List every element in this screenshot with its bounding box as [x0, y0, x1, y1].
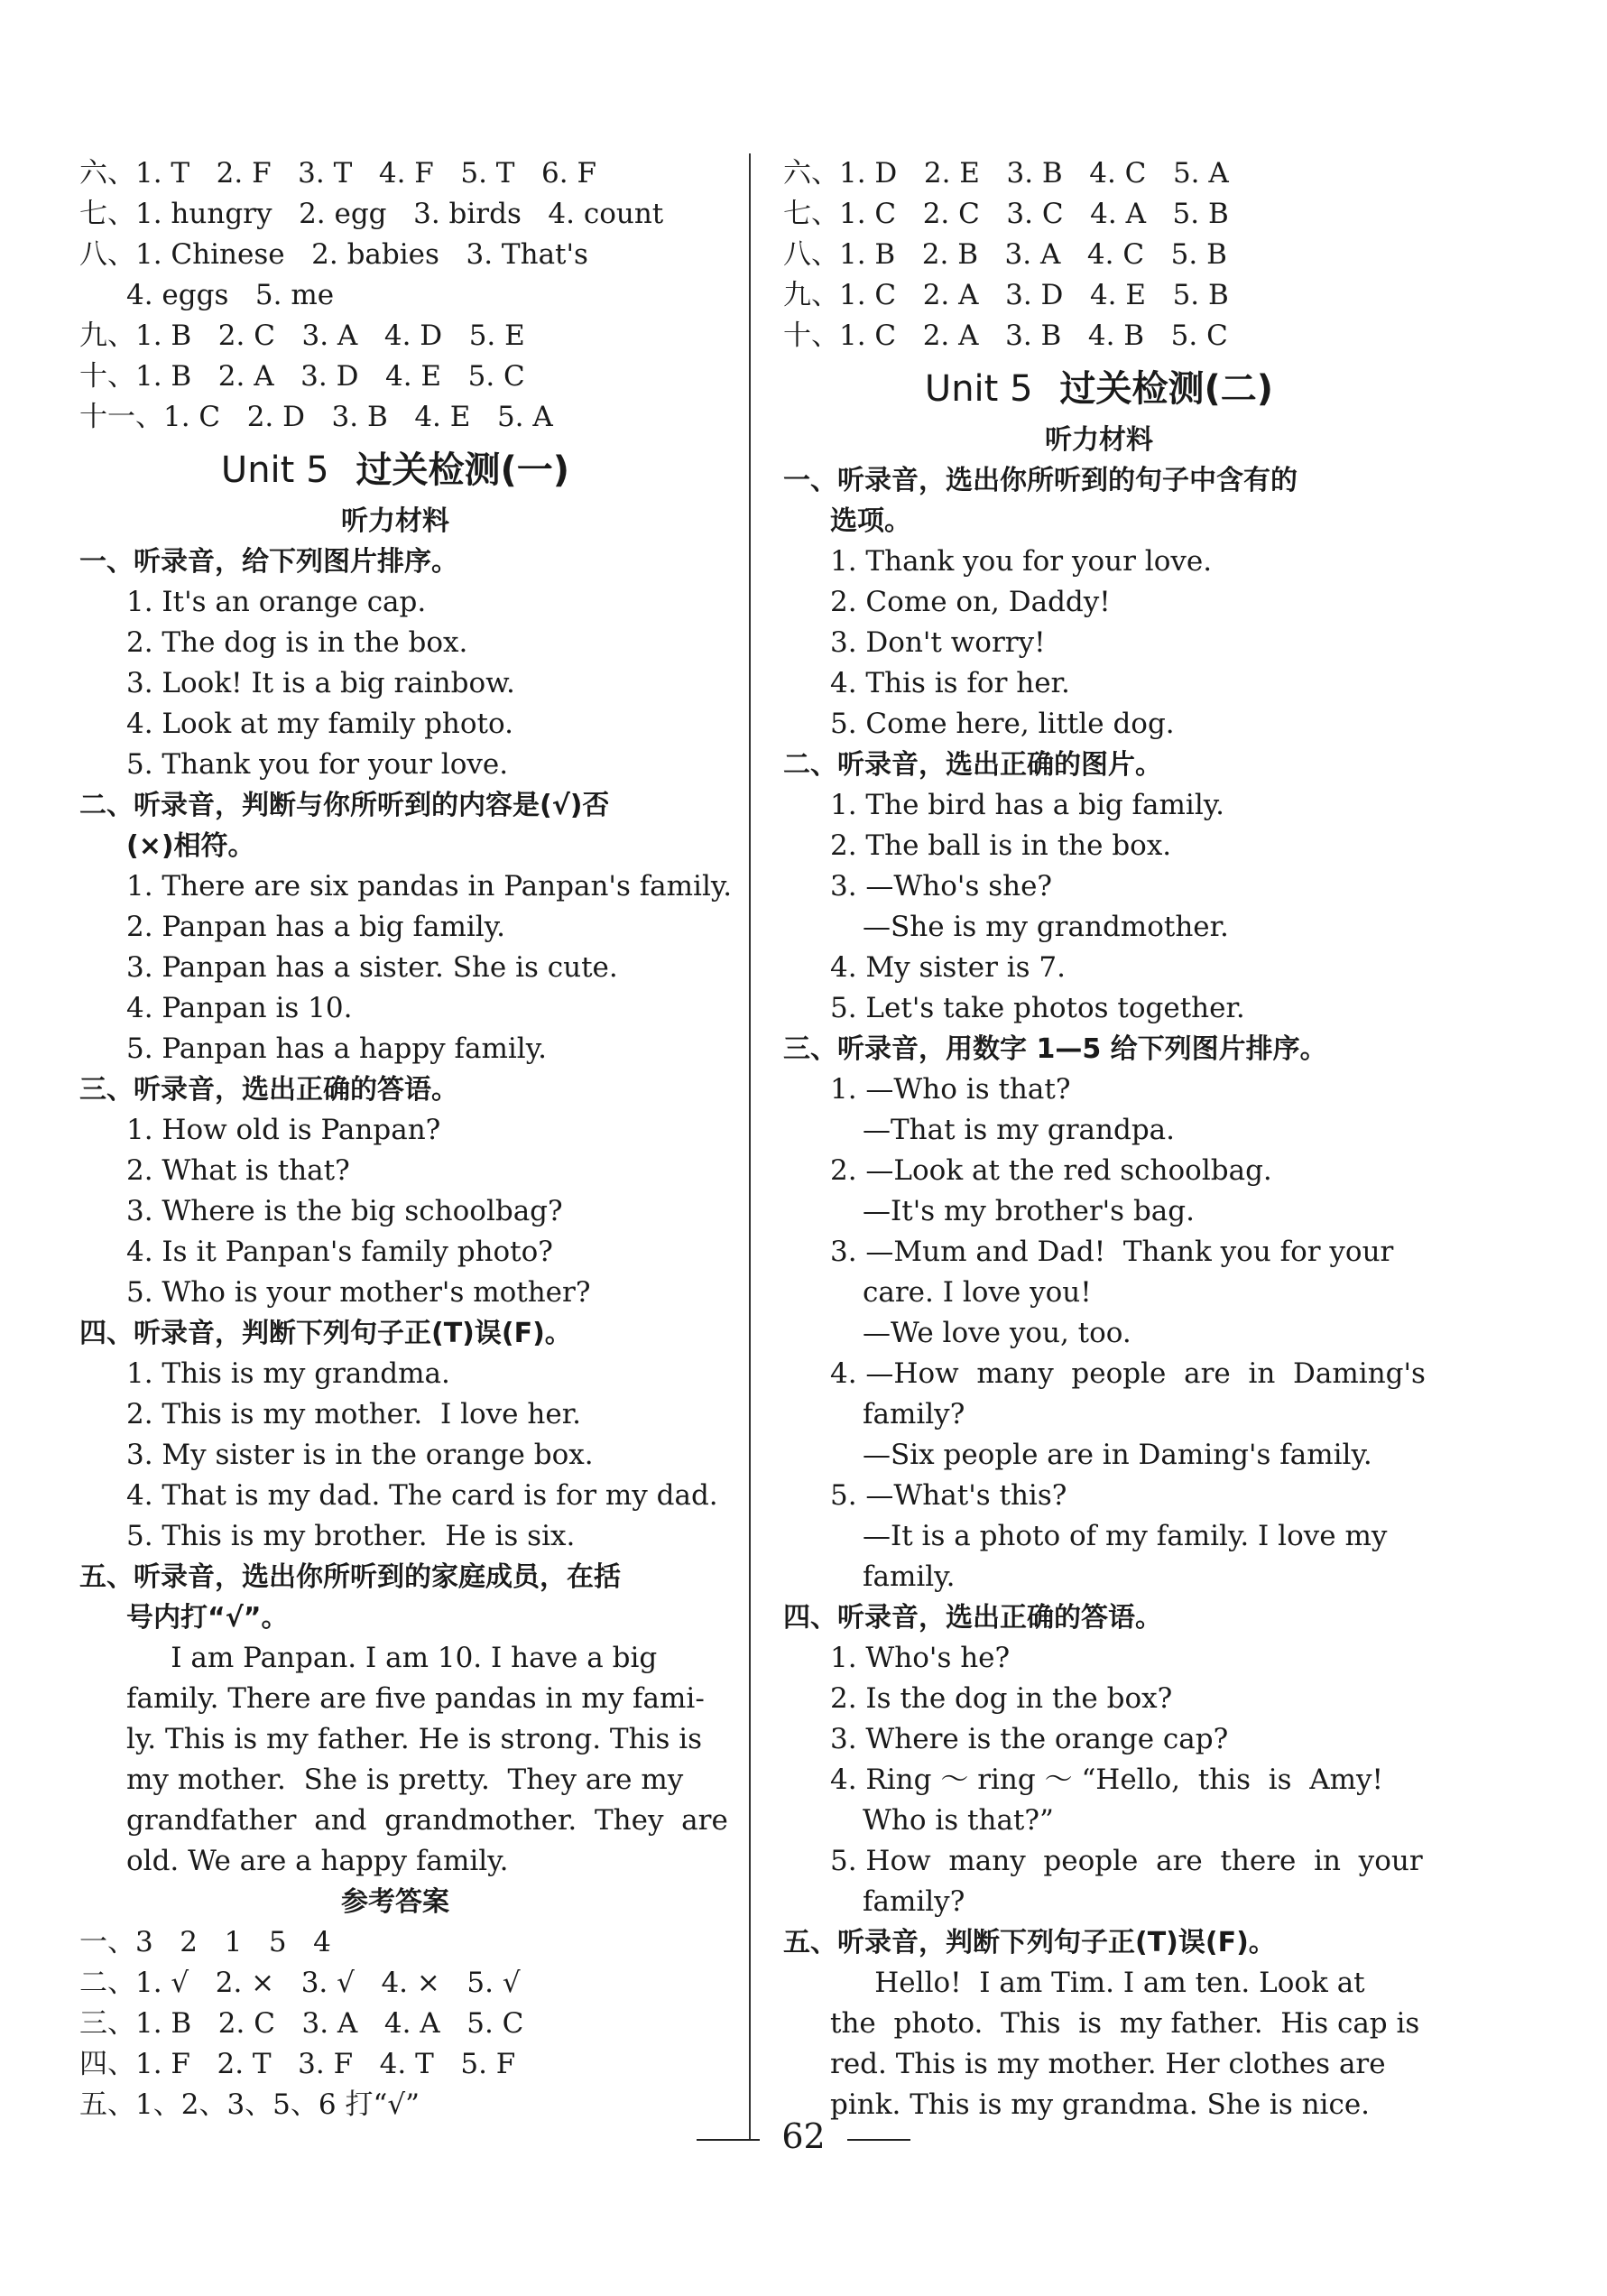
question-head: 二、听录音，判断与你所听到的内容是(√)否	[79, 790, 610, 821]
list-item: 2. The dog is in the box.	[126, 626, 468, 659]
test-label: 过关检测(二)	[1059, 368, 1274, 410]
answer-line: 八、1. Chinese 2. babies 3. That's	[79, 238, 588, 271]
answer-line: 九、1. C 2. A 3. D 4. E 5. B	[783, 279, 1229, 311]
answer-line: 三、1. B 2. C 3. A 4. A 5. C	[79, 2007, 524, 2040]
question-head: 三、听录音，选出正确的答语。	[79, 1074, 458, 1106]
list-item: 3. —Mum and Dad! Thank you for your	[830, 1236, 1394, 1268]
question-head: 选项。	[830, 505, 911, 537]
list-item: 5. Come here, little dog.	[830, 708, 1175, 740]
list-item: 1. It's an orange cap.	[126, 586, 427, 618]
question-head: (×)相符。	[126, 830, 255, 862]
list-item: 4. My sister is 7.	[830, 951, 1067, 984]
list-item: 1. Thank you for your love.	[830, 545, 1213, 578]
passage-line: I am Panpan. I am 10. I have a big	[126, 1642, 658, 1674]
passage-line: family. There are five pandas in my fami-	[126, 1682, 705, 1715]
test-label: 过关检测(一)	[356, 449, 570, 491]
section-heading: 参考答案	[341, 1886, 449, 1918]
list-item: 2. —Look at the red schoolbag.	[830, 1154, 1272, 1187]
list-item: 3. Don't worry!	[830, 626, 1046, 659]
list-item: 1. —Who is that?	[830, 1073, 1071, 1106]
list-item: —It is a photo of my family. I love my	[863, 1520, 1388, 1552]
list-item: 4. —How many people are in Daming's	[830, 1357, 1426, 1390]
unit-title	[79, 443, 711, 497]
list-item: 2. Panpan has a big family.	[126, 911, 505, 943]
answer-line: 二、1. √ 2. × 3. √ 4. × 5. √	[79, 1967, 521, 1999]
column-divider	[749, 153, 751, 2139]
answer-line: 十一、1. C 2. D 3. B 4. E 5. A	[79, 401, 553, 433]
answer-line: 四、1. F 2. T 3. F 4. T 5. F	[79, 2048, 516, 2080]
section-heading: 听力材料	[1045, 424, 1153, 456]
list-item: 4. Ring ～ ring ～ “Hello, this is Amy!	[830, 1764, 1383, 1796]
list-item: 3. Look! It is a big rainbow.	[126, 667, 515, 699]
list-item: —We love you, too.	[863, 1317, 1131, 1349]
list-item: family.	[863, 1560, 956, 1593]
list-item: 3. Panpan has a sister. She is cute.	[126, 951, 618, 984]
list-item: 2. Is the dog in the box?	[830, 1682, 1173, 1715]
list-item: 4. Panpan is 10.	[126, 992, 353, 1024]
page-number-dash-left	[697, 2139, 760, 2141]
list-item: 1. How old is Panpan?	[126, 1114, 441, 1146]
list-item: 5. This is my brother. He is six.	[126, 1520, 576, 1552]
question-head: 四、听录音，选出正确的答语。	[783, 1602, 1162, 1634]
question-head: 二、听录音，选出正确的图片。	[783, 749, 1162, 781]
passage-line: old. We are a happy family.	[126, 1845, 509, 1877]
answer-line: 一、3 2 1 5 4	[79, 1926, 331, 1958]
passage-line: red. This is my mother. Her clothes are	[830, 2048, 1386, 2080]
page-number-dash-right	[847, 2139, 910, 2141]
list-item: 5. How many people are there in your	[830, 1845, 1423, 1877]
answer-line: 六、1. T 2. F 3. T 4. F 5. T 6. F	[79, 157, 596, 190]
answer-line: 九、1. B 2. C 3. A 4. D 5. E	[79, 319, 525, 352]
list-item: 2. The ball is in the box.	[830, 829, 1172, 862]
list-item: care. I love you!	[863, 1276, 1092, 1309]
list-item: 1. Who's he?	[830, 1642, 1011, 1674]
list-item: 2. This is my mother. I love her.	[126, 1398, 581, 1430]
list-item: 5. Panpan has a happy family.	[126, 1032, 547, 1065]
list-item: 1. The bird has a big family.	[830, 789, 1224, 821]
section-heading: 听力材料	[341, 505, 449, 537]
list-item: 5. Let's take photos together.	[830, 992, 1245, 1024]
question-head: 四、听录音，判断下列句子正(T)误(F)。	[79, 1318, 572, 1349]
passage-line: ly. This is my father. He is strong. This is	[126, 1723, 703, 1755]
passage-line: grandfather and grandmother. They are	[126, 1804, 728, 1837]
unit-label: Unit 5	[924, 368, 1033, 410]
question-head: 一、听录音，选出你所听到的句子中含有的	[783, 465, 1298, 496]
answer-line: 八、1. B 2. B 3. A 4. C 5. B	[783, 238, 1227, 271]
list-item: 3. My sister is in the orange box.	[126, 1439, 594, 1471]
list-item: 3. —Who's she?	[830, 870, 1053, 903]
question-head: 三、听录音，用数字 1—5 给下列图片排序。	[783, 1033, 1327, 1065]
passage-line: Hello! I am Tim. I am ten. Look at	[830, 1967, 1365, 1999]
unit-title	[783, 362, 1415, 416]
left-column	[79, 153, 733, 2125]
answer-line: 五、1、2、3、5、6 打“√”	[79, 2088, 420, 2121]
list-item: 4. Is it Panpan's family photo?	[126, 1236, 553, 1268]
answer-line: 十、1. B 2. A 3. D 4. E 5. C	[79, 360, 525, 393]
list-item: Who is that?”	[863, 1804, 1054, 1837]
answer-line: 4. eggs 5. me	[126, 279, 335, 311]
right-column	[783, 153, 1426, 2125]
list-item: 5. —What's this?	[830, 1479, 1067, 1512]
passage-line: pink. This is my grandma. She is nice.	[830, 2088, 1371, 2121]
page-number	[0, 2116, 1607, 2156]
passage-line: my mother. She is pretty. They are my	[126, 1764, 684, 1796]
list-item: family?	[863, 1885, 965, 1918]
list-item: —Six people are in Daming's family.	[863, 1439, 1372, 1471]
passage-line: the photo. This is my father. His cap is	[830, 2007, 1420, 2040]
list-item: 3. Where is the big schoolbag?	[126, 1195, 563, 1227]
answer-line: 十、1. C 2. A 3. B 4. B 5. C	[783, 319, 1228, 352]
answer-line: 七、1. hungry 2. egg 3. birds 4. count	[79, 198, 664, 230]
list-item: 1. There are six pandas in Panpan's family.	[126, 870, 733, 903]
answer-line: 六、1. D 2. E 3. B 4. C 5. A	[783, 157, 1229, 190]
question-head: 一、听录音，给下列图片排序。	[79, 546, 458, 578]
list-item: —It's my brother's bag.	[863, 1195, 1195, 1227]
list-item: family?	[863, 1398, 965, 1430]
question-head: 五、听录音，判断下列句子正(T)误(F)。	[783, 1927, 1276, 1958]
list-item: 2. What is that?	[126, 1154, 350, 1187]
answer-line: 七、1. C 2. C 3. C 4. A 5. B	[783, 198, 1229, 230]
list-item: 5. Who is your mother's mother?	[126, 1276, 591, 1309]
page-number-value: 62	[781, 2116, 826, 2156]
unit-label: Unit 5	[220, 449, 329, 491]
list-item: 3. Where is the orange cap?	[830, 1723, 1229, 1755]
list-item: —That is my grandpa.	[863, 1114, 1176, 1146]
question-head: 号内打“√”。	[126, 1602, 289, 1634]
list-item: 4. That is my dad. The card is for my dad.	[126, 1479, 718, 1512]
list-item: 4. This is for her.	[830, 667, 1070, 699]
list-item: —She is my grandmother.	[863, 911, 1229, 943]
list-item: 5. Thank you for your love.	[126, 748, 509, 781]
list-item: 2. Come on, Daddy!	[830, 586, 1111, 618]
list-item: 1. This is my grandma.	[126, 1357, 450, 1390]
list-item: 4. Look at my family photo.	[126, 708, 513, 740]
question-head: 五、听录音，选出你所听到的家庭成员，在括	[79, 1561, 621, 1593]
